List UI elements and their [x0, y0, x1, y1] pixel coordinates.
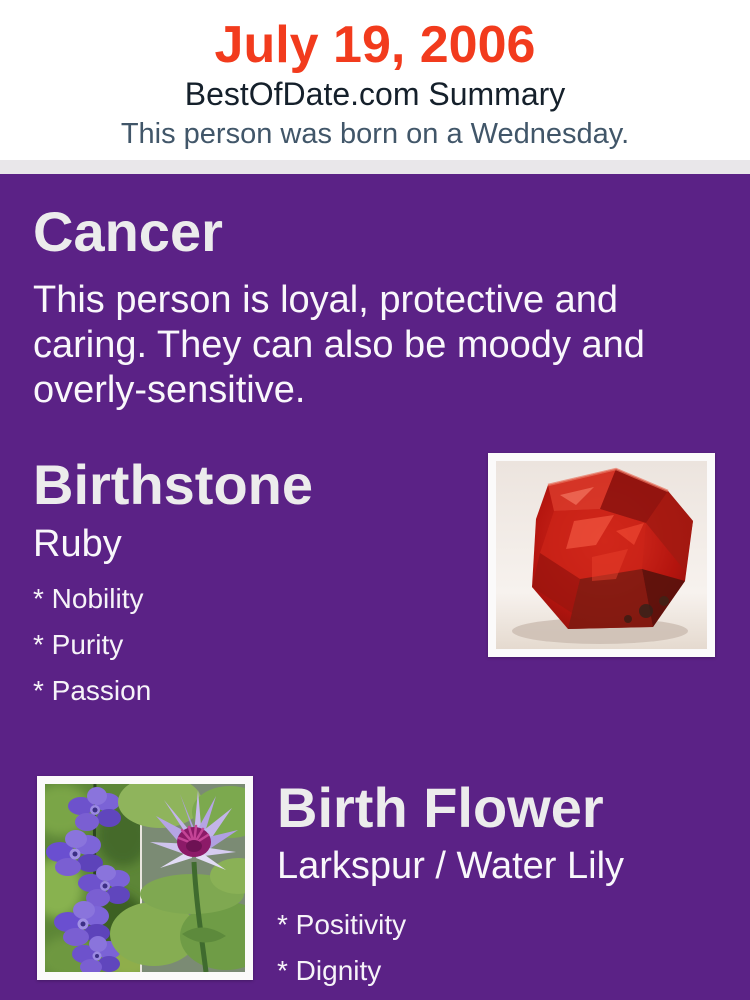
site-summary-title: BestOfDate.com Summary	[184, 76, 566, 113]
birth-flower-text	[277, 776, 624, 1000]
born-day-note: This person was born on a Wednesday.	[120, 117, 630, 150]
birth-flower-trait: * Dignity	[277, 955, 382, 986]
birth-flower-trait: * Positivity	[277, 909, 407, 940]
ruby-gemstone-illustration	[496, 461, 707, 649]
birth-flower-trait-list	[277, 908, 624, 988]
birthstone-trait: * Nobility	[33, 582, 144, 614]
summary-panel	[0, 174, 750, 1000]
zodiac-sign-heading: Cancer	[33, 199, 223, 263]
birthstone-text	[33, 453, 313, 719]
birthstone-trait: * Passion	[33, 674, 152, 706]
header	[0, 0, 750, 160]
birth-flower-heading: Birth Flower	[277, 775, 604, 839]
zodiac-description: This person is loyal, protective and caring. They can also be moody and overly-sensitive.	[33, 279, 645, 412]
larkspur-water-lily-illustration	[45, 784, 245, 972]
birth-flower-section	[33, 776, 715, 1000]
birthstone-trait-list	[33, 582, 313, 708]
zodiac-section	[33, 200, 715, 413]
ruby-photo	[488, 453, 715, 657]
header-divider	[0, 160, 750, 174]
birthstone-name: Ruby	[33, 522, 122, 565]
birth-flower-name: Larkspur / Water Lily	[277, 845, 625, 887]
birth-flower-photo	[37, 776, 253, 980]
birthstone-trait: * Purity	[33, 628, 124, 660]
birthstone-heading: Birthstone	[33, 453, 313, 517]
date-title: July 19, 2006	[214, 16, 536, 74]
birthstone-section	[33, 453, 715, 719]
